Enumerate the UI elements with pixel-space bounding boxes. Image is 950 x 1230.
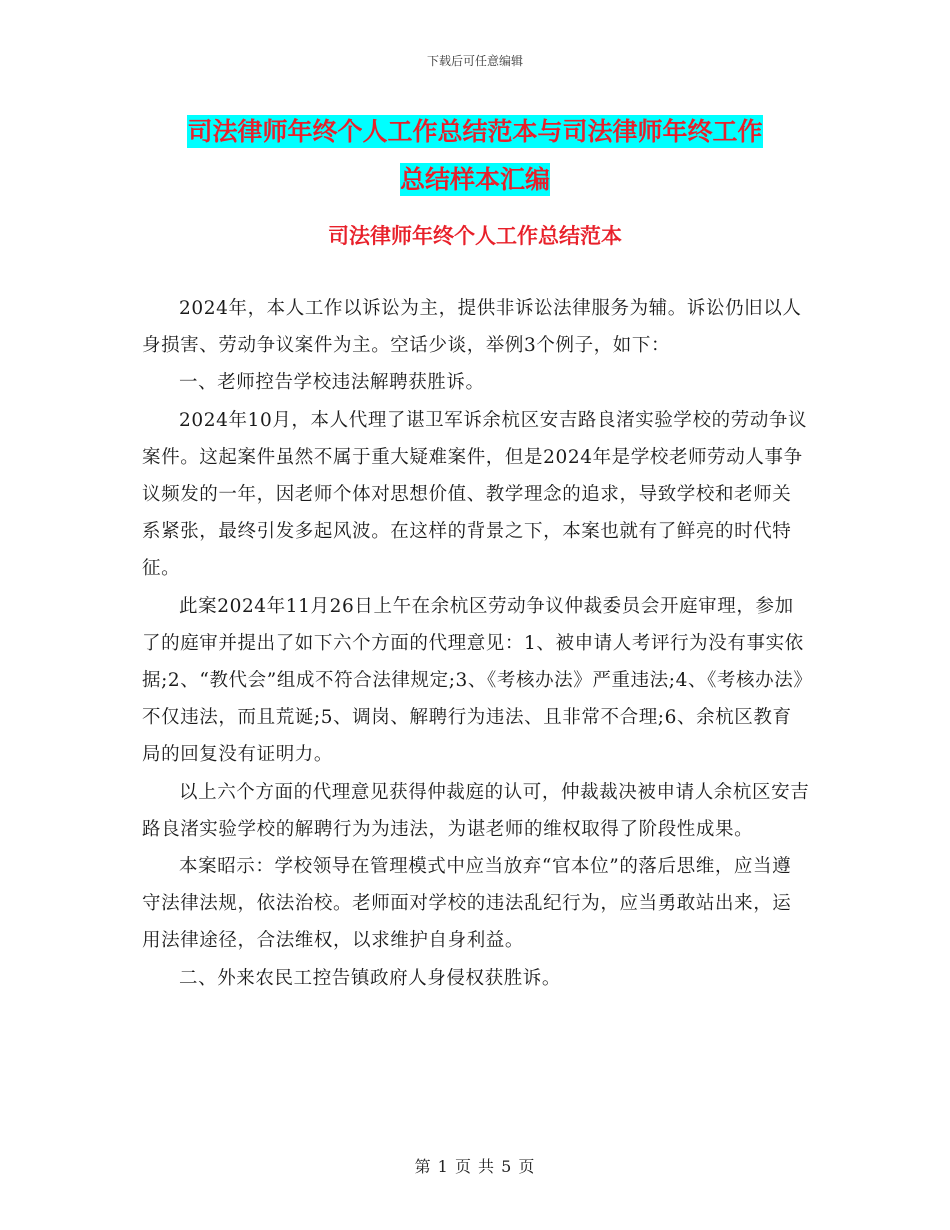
- paragraph: 本案昭示：学校领导在管理模式中应当放弃“官本位”的落后思维，应当遵守法律法规，依法治校。老师面对学校的违法乱纪行为，应当勇敢站出来，运用法律途径，合法维权，以求维护自身利益。: [142, 856, 792, 952]
- paragraph: 2024年，本人工作以诉讼为主，提供非诉讼法律服务为辅。诉讼仍旧以人身损害、劳动争议案件为主。空话少谈，举例3个例子，如下：: [142, 298, 802, 357]
- page-number: 第 1 页 共 5 页: [414, 1157, 536, 1176]
- document-title-line2: 总结样本汇编: [399, 165, 550, 194]
- paragraph: 此案2024年11月26日上午在余杭区劳动争议仲裁委员会开庭审理，参加了的庭审并提出了如下六个方面的代理意见：1、被申请人考评行为没有事实依据;2、“教代会”组成不符合法律规定;3、《考核办法》严重违法;4、《考核办法》不仅违法，而且荒诞;5、调岗、解聘行为违法、且非常不合理;6、余杭区教育局的回复没有证明力。: [142, 595, 804, 766]
- section-title: 司法律师年终个人工作总结范本: [328, 224, 622, 248]
- document-title: [140, 108, 810, 204]
- paragraph: 一、老师控告学校违法解聘获胜诉。: [179, 372, 485, 394]
- page-header-note: 下载后可任意编辑: [426, 54, 523, 68]
- paragraph: 二、外来农民工控告镇政府人身侵权获胜诉。: [179, 967, 562, 989]
- document-title-line1: 司法律师年终个人工作总结范本与司法律师年终工作: [187, 117, 763, 146]
- paragraph: 以上六个方面的代理意见获得仲裁庭的认可，仲裁裁决被申请人余杭区安吉路良渚实验学校的解聘行为为违法，为谌老师的维权取得了阶段性成果。: [142, 781, 810, 840]
- paragraph: 2024年10月，本人代理了谌卫军诉余杭区安吉路良渚实验学校的劳动争议案件。这起案件虽然不属于重大疑难案件，但是2024年是学校老师劳动人事争议频发的一年，因老师个体对思想价值、教学理念的追求，导致学校和老师关系紧张，最终引发多起风波。在这样的背景之下，本案也就有了鲜亮的时代特征。: [142, 409, 808, 580]
- document-body: [142, 290, 810, 997]
